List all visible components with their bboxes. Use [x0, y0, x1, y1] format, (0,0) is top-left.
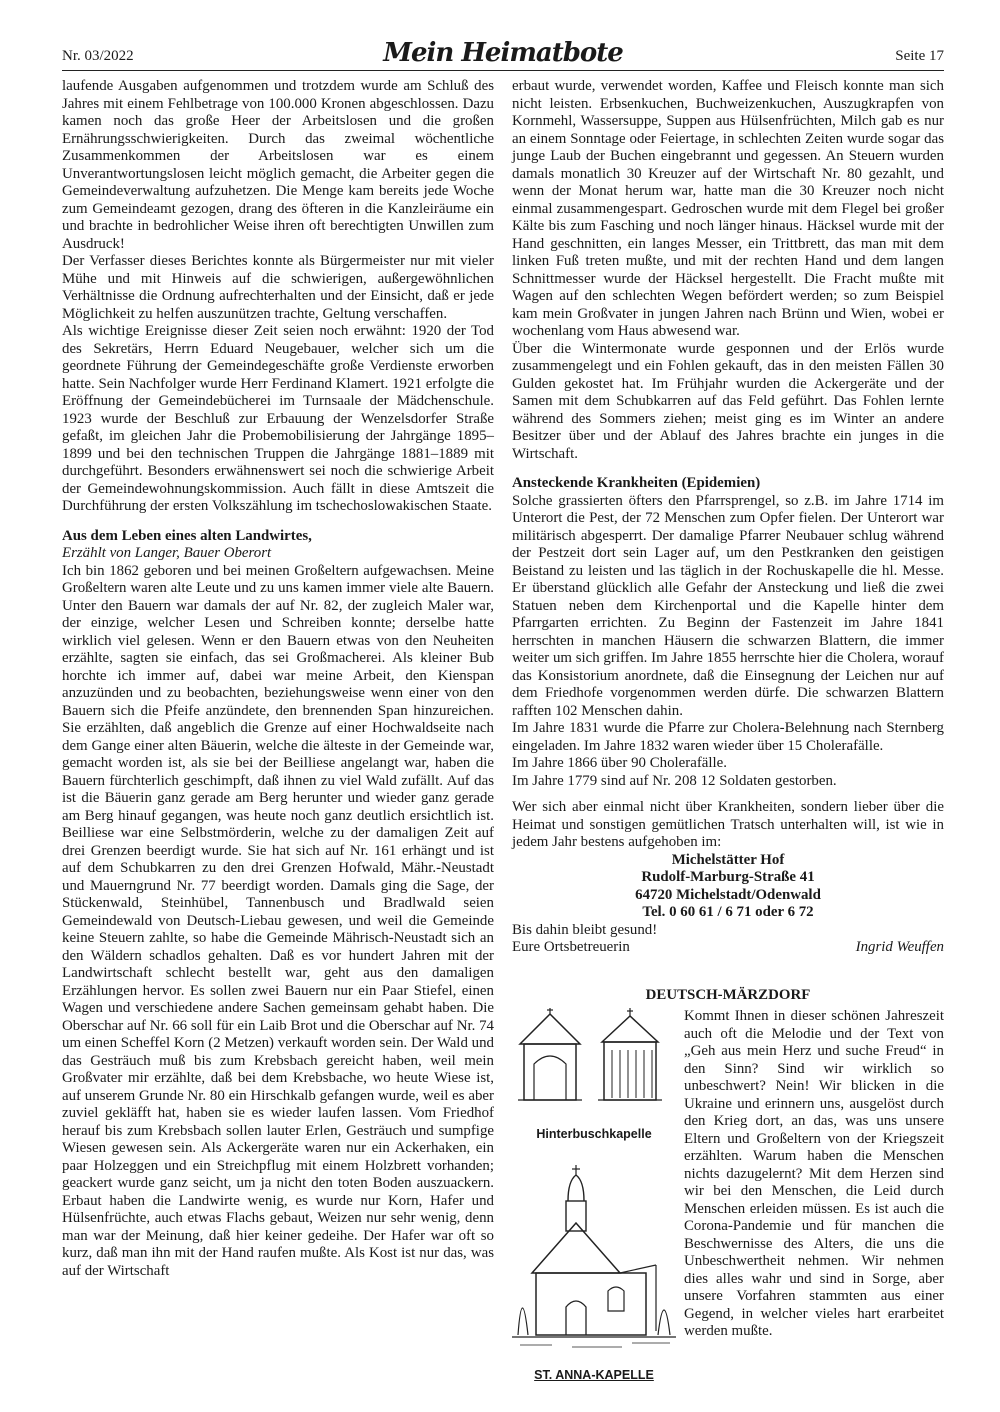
address-line: Rudolf-Marburg-Straße 41: [641, 869, 815, 885]
section-heading: Aus dem Leben eines alten Landwirtes,: [62, 527, 312, 544]
section-title-deutsch-maerzdorf: DEUTSCH-MÄRZDORF: [645, 986, 811, 1003]
paragraph: Als wichtige Ereignisse dieser Zeit seien noch erwähnt: 1920 der Tod des Sekretärs, Herrn Eduard Neugebauer, welcher sich um die geordnete Führung der Gemeindegeschäfte große Verdienste erworben hatte. Sein Nachfolger wurde Herr Ferdinand Klamert. 1921 erfolgte die Eröffnung der Gemeindebücherei im Turnsaale der Mädchenschule. 1923 wurde der Beschluß zur Erbauung der Wenzelsdorfer Straße gefaßt, im gleichen Jahr die Probemobilisierung der Jahrgänge 1895–1899 und bei den technischen Truppen die Jahrgänge 1881–1889 mit durchgeführt. Besonders erwähnenswert sei noch die schwierige Arbeit der Gemeindewohnungskommission. Auch fällt in diese Amtszeit die Durchführung der ersten Volkszählung im tschechoslowakischen Staate.: [62, 323, 494, 514]
paragraph: Im Jahre 1866 über 90 Cholerafälle.: [512, 755, 728, 771]
address-line: 64720 Michelstadt/Odenwald: [635, 886, 821, 903]
paragraph: Über die Wintermonate wurde gesponnen und der Erlös wurde zusammengelegt und ein Fohlen gekauft, das in den meisten Fällen 30 Gulden gekostet hat. Im Frühjahr wurden die Ackergeräte und der Samen mit dem Schubkarren auf das Feld geführt. Das Fohlen lernte während des Sommers ziehen; meist ging es im Winter an andere Besitzer über und der Ablauf des Jahres brachte ein junges in die Wirtschaft.: [512, 340, 944, 462]
paragraph: Im Jahre 1831 wurde die Pfarre zur Cholera-Belehnung nach Sternberg eingeladen. Im Jahre 1832 waren wieder über 15 Cholerafälle.: [512, 720, 944, 754]
figure-caption: ST. ANNA-KAPELLE: [534, 1367, 654, 1382]
paragraph: Ich bin 1862 geboren und bei meinen Großeltern aufgewachsen. Meine Großeltern waren alte Leute und zu uns kamen immer viele alte Bauern. Unter den Bauern war damals der auf Nr. 82, der zugleich Maler war, der einzige, welcher Lesen und Schreiben konnte; derselbe hatte wirklich viel gelesen. Wenn er den Bauern etwas von den Neuheiten erzählte, sagten sie einfach, das sei Großmacherei. Als kleiner Bub horchte ich immer auf, dabei war meine Arbeit, den Kienspan anzuzünden und zu beobachten, beziehungsweise wenn einer von den Bauern sich die Pfeife anzündete, den brennenden Span hinzureichen. Sie erzählten, daß angeblich die Grenze auf einer Hochwaldseite nach dem Gange einer alten Bäuerin, welche die älteste in der Gemeinde war, gemacht worden ist, als sie bei der Beilliese angelangt war, haben die Bauern fürchterlich geschimpft, daß ihnen zu viel Wald zufällt. Auf das ist die Bäuerin ganz gerade am Berg herunter und wieder ganz gerade am Berg hinauf gegangen, was heute noch ganz deutlich ersichtlich ist. Beilliese war eine Selbstmörderin, welche zu der damaligen Zeit auf drei Grenzen beerdigt wurde. Sie hat sich auf Nr. 161 erhängt und ist auf dem Schubkarren zu den drei Grenzen Hofwald, Mähr.-Neustadt und Mauerngrund Nr. 77 beerdigt worden. Damals ging die Sage, der Stückenwald, Steinhübel, Tannenbusch und Bradlwald seien Gemeindewald von Deutsch-Liebau gewesen, und weil die Gemeinde keine Steuern zahlte, so habe die Gemeinde Mährisch-Neustadt sich an den Wäldern schadlos gehalten. Daß es vor hundert Jahren mit der Landwirtschaft schlecht bestellt war, geht aus den damaligen Erzählungen hervor. Es sollen zwei Bauern nur ein Paar Stiefel, einen Wagen und verschiedene andere Sachen gemeinsam gehabt haben. Die Oberschar auf Nr. 66 soll für ein Laib Brot und die Oberschar auf Nr. 74 um einen Scheffel Korn (2 Metzen) verkauft worden sein. Der Wald und das Gesträuch muß bis zum Krebsbach gereicht haben, weil mein Großvater mir erzählte, daß bei dem Krebsbache, wo heute Wiese ist, auf unserem Grunde Nr. 80 ein Hirschkalb gefangen wurde, weil es aber zuviel gekläfft hat, haben sie es wieder laufen lassen. Vom Friedhof herauf bis zum Krebsbach sollen lauter Erlen, Gesträuch und sumpfige Wiesen gewesen sein. Als Ackergeräte waren nur ein Ackerhaken, ein paar Holzeggen und ein Streichpflug mit einem Holzbrett vorhanden; geackert wurde ganz seicht, um ja nicht den toten Boden auszuackern. Erbaut haben die Landwirte wenig, es wurde nur Korn, Hafer und Hülsenfrüchte, auch etwas Flachs gebaut, Weizen nur sehr wenig, denn man war der Meinung, daß hier keiner gedeihe. Der Hafer war oft so kurz, daß man ihn mit der Hand raufen mußte. Als Kost ist nur das, was auf der Wirtschaft: [62, 562, 494, 1279]
paragraph: Solche grassierten öfters den Pfarrsprengel, so z.B. im Jahre 1714 im Unterort die Pest, der 72 Menschen zum Opfer fielen. Der Unterort war militärisch abgesperrt. Der damalige Pfarrer Neubauer schlug während der Pestzeit dort sein Lager auf, um den Pestkranken den geistigen Beistand zu leisten und las täglich in der Rochuskapelle die hl. Messe. Er überstand glücklich alle Gefahr der Ansteckung und ließ die zwei Statuen neben dem Kirchenportal und die Kapelle hinter dem Pfarrgarten errichten. Zu Beginn der Fastenzeit im Jahre 1841 herrschten in manchen Häusern die schwarzen Blattern, die immer weiter um sich griffen. Im Jahre 1855 herrschte hier die Cholera, worauf das Konsistorium anordnete, daß die Einsegnung der Leichen nur auf dem Friedhofe vorgenommen werden dürfe. Die schwarzen Blattern rafften 102 Menschen dahin.: [512, 492, 944, 719]
hinterbusch-chapel-drawing: [512, 1008, 676, 1120]
closing-sender: Eure Ortsbetreuerin: [512, 939, 630, 955]
section-heading: Ansteckende Krankheiten (Epidemien): [512, 475, 761, 491]
byline: Erzählt von Langer, Bauer Oberort: [62, 545, 272, 561]
signature-row: [512, 939, 944, 957]
paragraph: Im Jahre 1779 sind auf Nr. 208 12 Soldaten gestorben.: [512, 772, 837, 789]
masthead-logo: Mein Heimatbote: [383, 38, 623, 68]
paragraph: Wer sich aber einmal nicht über Krankheiten, sondern lieber über die Heimat und sonstigen gemütlichen Tratsch unterhalten will, ist wie in jedem Jahr bestens aufgehoben im:: [512, 799, 944, 850]
paragraph: erbaut wurde, verwendet worden, Kaffee und Fleisch konnte man sich nicht leisten. Erbsenkuchen, Buchweizenkuchen, Auszugkrapfen von Kornmehl, Wassersuppe, Suppen aus Hülsenfrüchten, Milch gab es nur an einem Sonntage oder Feiertage, in schlechten Zeiten wurde sogar das junge Laub der Buchen eingebrannt und gegessen. An Steuern wurden damals monatlich 30 Kreuzer auf der Wirtschaft Nr. 80 gezahlt, und wenn der Monat herum war, hatte man die 30 Kreuzer noch nicht einmal zusammengespart. Gedroschen wurde mit dem Flegel bei großer Kälte bis zum Fasching und noch länger hinaus. Häcksel wurde mit der Hand geschnitten, ein langes Messer, ein Trittbrett, das man mit dem linken Fuß treten mußte, und mit der rechten Hand und dem langen Schnittmesser wurde der Häcksel hergestellt. Die Fracht mußte mit Wagen auf den schlechten Wegen befördert werden; so zum Beispiel kam mein Großvater in jungen Jahren nach Brünn und Wien, wobei er wochenlang vom Haus abwesend war.: [512, 78, 944, 339]
chapel-illustrations: [512, 1008, 676, 1382]
figure-caption: Hinterbuschkapelle: [536, 1126, 652, 1141]
deutsch-maerzdorf-section: [512, 1008, 944, 1382]
address-line: Michelstätter Hof: [671, 851, 785, 868]
header-rule: [62, 70, 944, 71]
left-column: [62, 78, 494, 1280]
address-line: Tel. 0 60 61 / 6 71 oder 6 72: [642, 904, 814, 920]
signature: Ingrid Weuffen: [855, 939, 944, 955]
paragraph: laufende Ausgaben aufgenommen und trotzdem wurde am Schluß des Jahres mit einem Fehlbetrage von 100.000 Kronen abgeschlossen. Dazu kamen noch das große Heer der Arbeitslosen und die großen Ernährungsschwierigkeiten. Durch das zweimal wöchentliche Zusammenkommen der Arbeitslosen war es einem Unverantwortungslosen leicht möglich gemacht, die Arbeiter gegen die Gemeindeverwaltung aufzuhetzen. Die Menge kam bereits jede Woche zum Gemeindeamt gezogen, drang des öfteren in die Kanzleiräume ein und brachte in bedrohlicher Weise ihren oft berechtigten Unwillen zum Ausdruck!: [62, 78, 494, 252]
right-column: [512, 78, 944, 1382]
deutsch-maerzdorf-text: Kommt Ihnen in dieser schönen Jahreszeit auch oft die Melodie und der Text von „Geh aus mein Herz und suche Freud“ in den Sinn? Sind wir wirklich so unbeschwert? Nein! Wir blicken in die Ukraine und erinnern uns, ausgelöst durch den Krieg dort, an das, was uns unsere Eltern und Großeltern von der Kriegszeit erzählten. Warum haben die Menschen nichts dazugelernt? Mit dem Herzen sind wir bei den Menschen, die Leid durch Menschen erleiden müssen. Es ist auch die Corona-Pandemie und für manchen die Beschwernisse des Alters, die uns die Unbeschwertheit nehmen. Wir nehmen dies alles wahr und sind in Sorge, aber unsere Vorfahren stammten aus einer Gegend, in welcher vieles hart erarbeitet werden mußte.: [684, 1008, 944, 1339]
paragraph: Der Verfasser dieses Berichtes konnte als Bürgermeister nur mit vieler Mühe und mit Hinweis auf die schwierigen, außergewöhnlichen Verhältnisse die Ordnung aufrechterhalten und der Einsicht, daß er jede Möglichkeit zu helfen auszunützen trachte, Geltung verschaffen.: [62, 253, 494, 322]
page-number: Seite 17: [895, 48, 944, 64]
issue-number: Nr. 03/2022: [62, 48, 134, 64]
st-anna-chapel-drawing: [512, 1161, 676, 1361]
closing-greeting: Bis dahin bleibt gesund!: [512, 921, 658, 938]
